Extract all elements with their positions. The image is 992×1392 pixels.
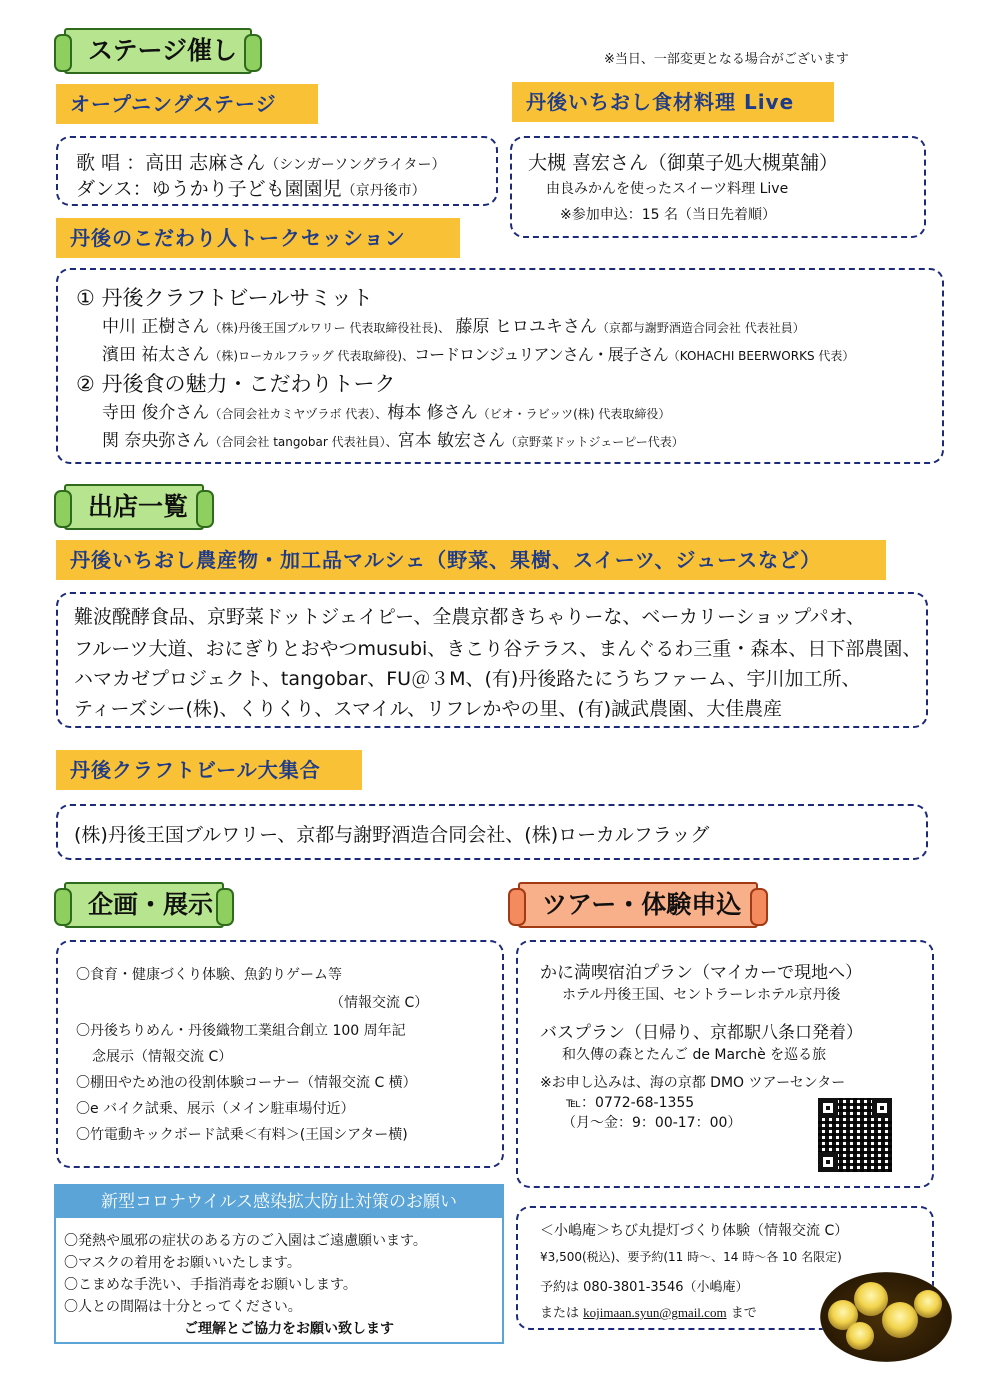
stage-banner <box>64 28 252 74</box>
exhibit-line-1: 〇食育・健康づくり体験、魚釣りゲーム等 <box>76 967 342 983</box>
lantern-reserve: 予約は 080-3801-3546（小嶋庵） <box>540 1280 749 1295</box>
exhibit-line-2: （情報交流 C） <box>330 995 429 1011</box>
dance-line <box>76 174 426 201</box>
speaker-fujiwara: 藤原 ヒロユキさん <box>455 317 597 337</box>
dance-area: （京丹後市） <box>341 183 426 199</box>
tour-contact-1: ※お申し込みは、海の京都 DMO ツアーセンター <box>540 1075 846 1091</box>
lantern-ball-4 <box>914 1290 942 1318</box>
corona-line-4: 〇人との間隔は十分とってください。 <box>64 1299 302 1315</box>
stage-banner-label: ステージ催し <box>88 36 238 65</box>
corona-title: 新型コロナウイルス感染拡大防止対策のお願い <box>101 1192 457 1212</box>
exhibit-line-6: 〇e バイク試乗、展示（メイン駐車場付近） <box>76 1101 355 1117</box>
tour-qr-code-icon[interactable] <box>818 1098 892 1172</box>
beer-title <box>56 750 362 790</box>
session1-row2 <box>102 340 854 365</box>
singer-name: 歌 唱 ：高田 志麻さん <box>76 152 266 174</box>
corona-line-3: 〇こまめな手洗い、手指消毒をお願いします。 <box>64 1277 357 1293</box>
speaker-umemoto-role: （ビオ・ラビッツ(株) 代表取締役） <box>477 407 671 421</box>
exhibit-line-4: 念展示（情報交流 C） <box>92 1049 233 1065</box>
speaker-fujiwara-role: （京都与謝野酒造合同会社 代表社員） <box>596 321 805 335</box>
lantern-email-line <box>540 1302 757 1321</box>
cooking-capacity: ※参加申込：15 名（当日先着順） <box>560 207 776 223</box>
talk-session-title <box>56 218 460 258</box>
qr-finder-tr <box>872 1098 892 1118</box>
lantern-ball-3 <box>882 1302 918 1338</box>
lantern-email-link[interactable]: kojimaan.syun@gmail.com <box>583 1305 727 1320</box>
tour-phone[interactable]: ℡：0772-68-1355 <box>566 1095 695 1111</box>
beer-line: (株)丹後王国ブルワリー、京都与謝野酒造合同会社、(株)ローカルフラッグ <box>74 824 710 846</box>
speaker-terada: 寺田 俊介さん <box>102 403 210 423</box>
shops-banner <box>64 484 204 530</box>
speaker-caudron-role: （KOHACHI BEERWORKS 代表） <box>667 349 855 363</box>
cooking-live-title <box>512 82 834 122</box>
lantern-photo <box>820 1272 952 1362</box>
session1-title: ① 丹後クラフトビールサミット <box>76 286 373 310</box>
corona-closing: ご理解とご協力をお願い致します <box>184 1321 394 1337</box>
marche-line-4: ティーズシー(株)、くりくり、スマイル、リフレかやの里、(有)誠武農園、大佳農産 <box>74 698 783 720</box>
speaker-seki: 関 奈央弥さん <box>102 431 210 451</box>
tour-banner-label: ツアー・体験申込 <box>542 890 742 919</box>
lantern-made: まで <box>730 1306 757 1321</box>
change-notice: ※当日、一部変更となる場合がございます <box>604 52 849 67</box>
exhibit-banner-label: 企画・展示 <box>88 890 214 919</box>
dance-name: ダンス：ゆうかり子ども園園児 <box>76 178 342 200</box>
opening-stage-title <box>56 84 318 124</box>
speaker-hamada: 濱田 祐太さん <box>102 345 210 365</box>
speaker-umemoto: 梅本 修さん <box>387 403 478 423</box>
exhibit-banner <box>64 882 224 928</box>
talk-session-title-text: 丹後のこだわり人トークセッション <box>70 226 406 250</box>
speaker-terada-role: （合同会社カミヤヅラボ 代表）、 <box>209 407 388 421</box>
corona-line-1: 〇発熱や風邪の症状のある方のご入園はご遠慮願います。 <box>64 1233 427 1249</box>
corona-title-bar <box>56 1186 502 1218</box>
singer-line <box>76 148 446 175</box>
exhibit-line-5: 〇棚田やため池の役割体験コーナー（情報交流 C 横） <box>76 1075 417 1091</box>
session2-row2 <box>102 426 684 451</box>
speaker-nakagawa: 中川 正樹さん <box>102 317 210 337</box>
plan1-detail: ホテル丹後王国、セントラーレホテル京丹後 <box>562 987 841 1003</box>
marche-line-2: フルーツ大道、おにぎりとおやつmusubi、きこり谷テラス、まんぐるわ三重・森本、日下部農園、 <box>74 638 922 660</box>
plan2-title: バスプラン（日帰り、京都駅八条口発着） <box>540 1023 863 1043</box>
plan1-title: かに満喫宿泊プラン（マイカーで現地へ） <box>540 963 863 983</box>
exhibit-line-7: 〇竹電動キックボード試乗＜有料＞(王国シアター横) <box>76 1127 408 1143</box>
plan2-detail: 和久傳の森とたんご de Marchè を巡る旅 <box>562 1047 827 1063</box>
qr-finder-bl <box>818 1152 838 1172</box>
speaker-caudron: コードロンジュリアンさん・展子さん <box>414 345 668 364</box>
marche-line-3: ハマカゼプロジェクト、tangobar、FU＠３M、(有)丹後路たにうちファーム、宇川加工所、 <box>74 668 861 690</box>
speaker-seki-role: （合同会社 tangobar 代表社員）、 <box>209 435 398 449</box>
speaker-miyamoto: 宮本 敏宏さん <box>397 431 505 451</box>
lantern-ball-5 <box>846 1322 874 1350</box>
corona-line-2: 〇マスクの着用をお願いいたします。 <box>64 1255 301 1271</box>
marche-line-1: 難波醗酵食品、京野菜ドットジェイピー、全農京都きちゃりーな、ベーカリーショップパオ、 <box>74 606 865 628</box>
shops-banner-label: 出店一覧 <box>88 492 189 521</box>
qr-finder-tl <box>818 1098 838 1118</box>
marche-title-text: 丹後いちおし農産物・加工品マルシェ（野菜、果樹、スイーツ、ジュースなど） <box>70 548 822 572</box>
beer-title-text: 丹後クラフトビール大集合 <box>70 758 321 782</box>
speaker-miyamoto-role: （京野菜ドットジェーピー代表） <box>504 435 684 449</box>
speaker-hamada-role: （株)ローカルフラッグ 代表取締役)、 <box>209 349 415 363</box>
tour-banner <box>518 882 758 928</box>
session2-row1 <box>102 398 670 423</box>
cooking-live-title-text: 丹後いちおし食材料理 Live <box>526 90 795 114</box>
session2-title: ② 丹後食の魅力・こだわりトーク <box>76 372 396 396</box>
chef-line: 大槻 喜宏さん（御菓子処大槻菓舗） <box>528 152 839 174</box>
lantern-or: または <box>540 1306 580 1321</box>
marche-title <box>56 540 886 580</box>
opening-stage-title-text: オープニングステージ <box>70 92 277 116</box>
lantern-title: ＜小嶋庵＞ちび丸提灯づくり体験（情報交流 C） <box>540 1223 849 1239</box>
tour-hours: （月～金：9：00-17：00） <box>562 1115 742 1131</box>
speaker-nakagawa-role: （株)丹後王国ブルワリー 代表取締役社長)、 <box>209 321 451 335</box>
lantern-price: ¥3,500(税込)、要予約(11 時～、14 時～各 10 名限定) <box>540 1250 842 1264</box>
cooking-desc: 由良みかんを使ったスイーツ料理 Live <box>546 181 789 197</box>
singer-role: （シンガーソングライター） <box>265 157 446 173</box>
lantern-ball-2 <box>854 1282 888 1316</box>
session1-row1 <box>102 312 805 337</box>
exhibit-line-3: 〇丹後ちりめん・丹後織物工業組合創立 100 周年記 <box>76 1023 406 1039</box>
